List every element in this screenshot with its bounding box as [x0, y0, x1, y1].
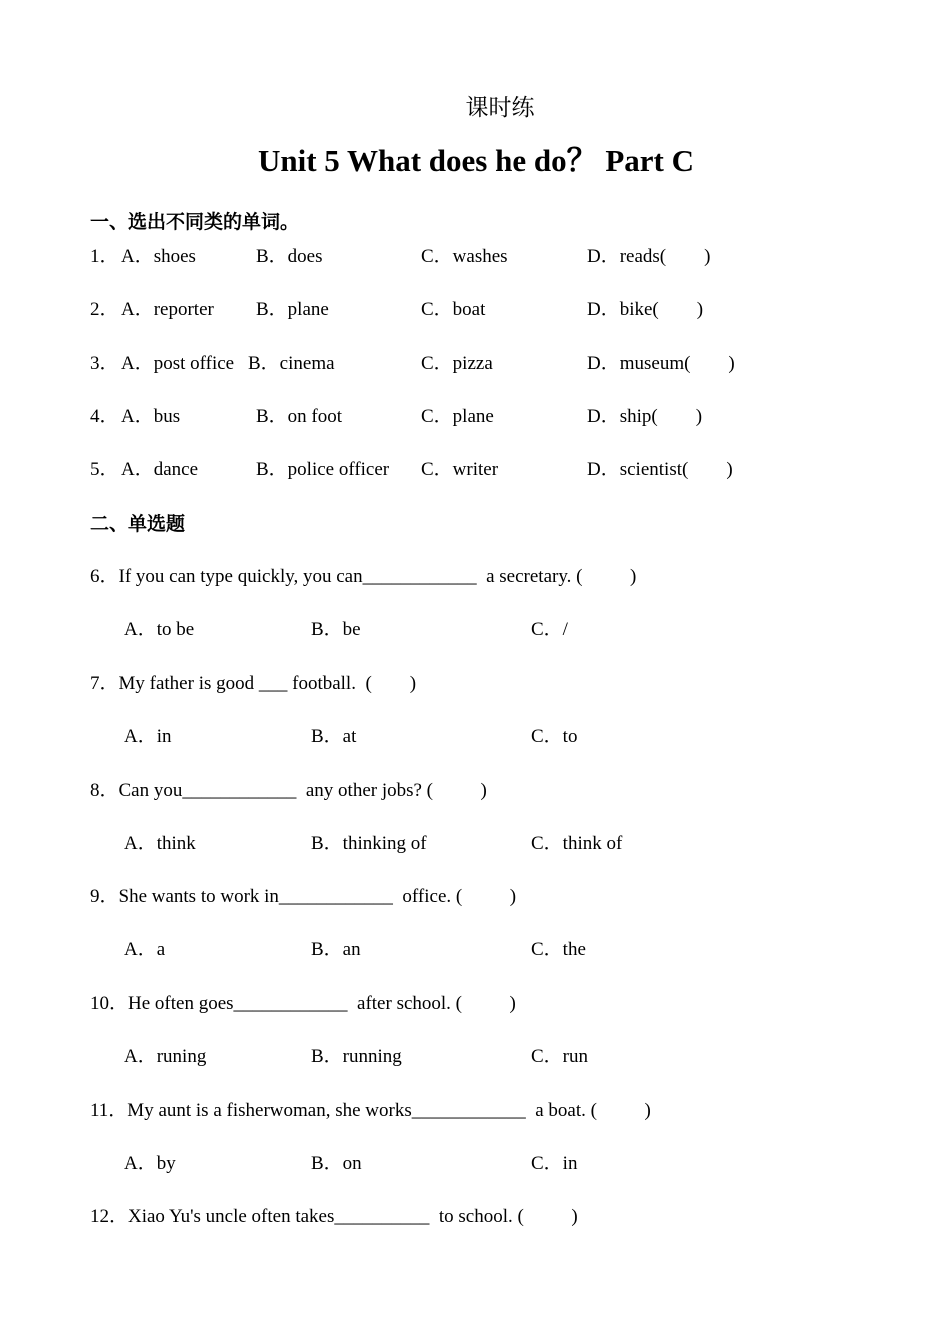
page-title: Unit 5 What does he do？ Part C — [257, 143, 695, 178]
question-stem: 11．My aunt is a fisherwoman, she works____________ a boat. ( ) — [90, 1100, 651, 1121]
question-stem: 12．Xiao Yu's uncle often takes__________ to school. ( ) — [90, 1206, 578, 1227]
option-d: D．bike( ) — [587, 299, 704, 320]
option-b: B．at — [311, 726, 357, 747]
option-c: C．in — [531, 1153, 578, 1174]
option-a: A．runing — [124, 1046, 207, 1067]
option-a: A．a — [124, 939, 166, 960]
option-d: D．museum( ) — [587, 353, 735, 374]
section-2-heading: 二、单选题 — [90, 513, 186, 535]
option-d: D．ship( ) — [587, 406, 703, 427]
option-b: B．running — [311, 1046, 402, 1067]
question-stem: 10．He often goes____________ after school. ( ) — [90, 993, 516, 1014]
option-c: C．the — [531, 939, 586, 960]
option-a: A．reporter — [121, 299, 214, 320]
option-a: A．bus — [121, 406, 181, 427]
option-a: A．think — [124, 833, 196, 854]
option-b: B．thinking of — [311, 833, 427, 854]
question-stem: 9．She wants to work in____________ office. ( ) — [90, 886, 517, 907]
option-a: A．dance — [121, 459, 199, 480]
question-number: 3． — [90, 353, 119, 374]
option-d: D．scientist( ) — [587, 459, 733, 480]
option-b: B．be — [311, 619, 361, 640]
option-c: C．think of — [531, 833, 623, 854]
option-b: B．police officer — [256, 459, 390, 480]
option-a: A．post office — [121, 353, 235, 374]
option-a: A．in — [124, 726, 172, 747]
option-b: B．an — [311, 939, 361, 960]
question-number: 1． — [90, 246, 119, 267]
question-number: 4． — [90, 406, 119, 427]
question-stem: 7．My father is good ___ football. ( ) — [90, 673, 417, 694]
option-d: D．reads( ) — [587, 246, 711, 267]
option-c: C．washes — [421, 246, 508, 267]
option-b: B．does — [256, 246, 323, 267]
option-b: B．plane — [256, 299, 329, 320]
question-number: 2． — [90, 299, 119, 320]
option-c: C．plane — [421, 406, 494, 427]
question-stem: 6．If you can type quickly, you can____________ a secretary. ( ) — [90, 566, 637, 587]
option-a: A．by — [124, 1153, 176, 1174]
option-a: A．shoes — [121, 246, 196, 267]
option-c: C．run — [531, 1046, 589, 1067]
option-c: C．writer — [421, 459, 499, 480]
question-stem: 8．Can you____________ any other jobs? ( ) — [90, 780, 487, 801]
option-a: A．to be — [124, 619, 195, 640]
option-c: C．to — [531, 726, 578, 747]
option-c: C．boat — [421, 299, 486, 320]
worksheet-subtitle: 课时练 — [465, 95, 535, 121]
option-b: B．on foot — [256, 406, 343, 427]
option-b: B．cinema — [248, 353, 335, 374]
option-c: C．/ — [531, 619, 568, 640]
question-number: 5． — [90, 459, 119, 480]
option-c: C．pizza — [421, 353, 493, 374]
option-b: B．on — [311, 1153, 362, 1174]
section-1-heading: 一、选出不同类的单词。 — [90, 211, 300, 233]
